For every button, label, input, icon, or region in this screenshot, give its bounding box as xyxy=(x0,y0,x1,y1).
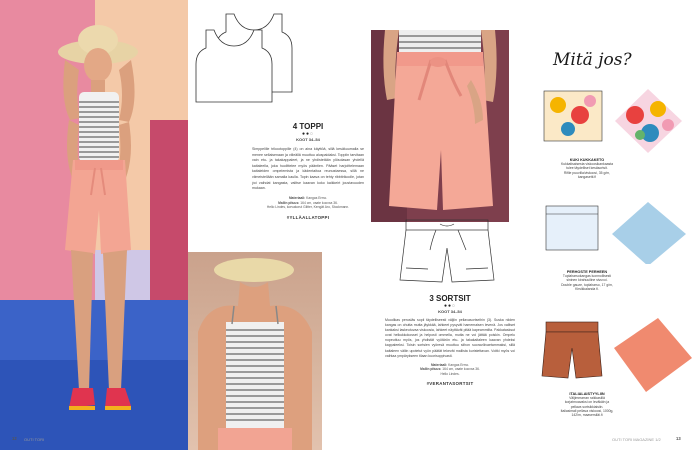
right-page-number: 13 xyxy=(676,436,681,441)
sortsit-hashtag: #VERANTASORTSIT xyxy=(426,380,474,386)
left-footer: OUTI TORI xyxy=(24,437,45,442)
sidebar-item-3-label: ITALIALAISTYYLIIN Väljimmarran raikkasillä korjatmoavaksi on leväkäin ja pellava sortsikkiaisiin. Italiasimali pellava viskoosi, 1000g, 142/m, maaversiläi.fi xyxy=(560,392,614,418)
sidebar-item-2-label: PERHOSTE PERHEEN Tuplaharsokangas luonnollisesti sininen kirahuuiline sivuvoi. Double gauze, tuplaharso, 17 g/m, Kirsikkalanda fi. xyxy=(561,270,613,291)
toppi-title: 4 TOPPI xyxy=(292,122,324,131)
toppi-hashtag: #YLLÄALLATOPPI xyxy=(286,215,330,221)
difficulty-dots: ●●◌ xyxy=(301,131,314,137)
hero-photo xyxy=(0,0,188,450)
floral-swatch-group xyxy=(540,85,690,157)
right-footer: OUTI TORI MAGAZINE 1/2 xyxy=(612,437,661,442)
sidebar-heading: Mitä jos? xyxy=(553,50,632,70)
left-page-number: 12 xyxy=(12,436,17,441)
toppi-meta: Materiaali: Kangas Ermo. Mallin pituus: 164 cm, vaate kooxxa 36. Hello Lindes, korvakorut Glitter, Kengät Aro, Stockmann. xyxy=(266,195,350,210)
model-figure xyxy=(35,10,165,440)
difficulty-dots: ●●◌ xyxy=(443,303,456,309)
shorts-photo xyxy=(371,30,509,222)
top-flat-sketch xyxy=(188,0,322,105)
back-detail-photo xyxy=(188,252,322,450)
toppi-body: Simppelille trikootoppille (4) on aina käyttöä, sillä kesäkuumalla se menee sellaisenaan ja viileällä muuttuu aluspaidaksi. Toppiin tarvitaan vain etu- ja takakappaleet, ja ne yhdistetään ylösolasan yhdellä kaitaleella, joka huolittelee myös pääntien. Pääset harjoittelemaan kaitaleiden ompelemista ja kädentaitoa reunustaessa, sillä ne viimeistellään samalla kaulla. Topin kaava on tehty ribbitrikoolle, jotan ýoi vaihdat kangasta, valitse kaavan koko kaikkeirt joustavuuden mukaan. xyxy=(252,147,364,191)
toppi-sizes: KOOT 34–54 xyxy=(296,137,320,142)
shorts-flat-sketch xyxy=(396,214,498,292)
sortsit-body: Muodikas perusläs sopii täydelliseesti väljiin pellavasortseihin (3). Suska niiden kangas on ohutta mutta jäykkää, lahkeet pysyvät hamemaisen levenä. Jos valitset kankaksi laskeutuvaa viskoosia, lahkeet näyttävät pitää kapeammilta. Pakkatasksut ovat helkukkokosset ja helposti ommella, mutta ne voi jättää poiskin. Ompelu nopeuttuu myös, jos yhdistät vyötärön etu- ja takakaitaleen kaavan yhdeksi kappaleeksi. Toisin sortsien vyöresä muuttuu siihon suoravölvaetammaksi, sillä kaitaleen väliin upotetut vyön päätät tekevät mallista kuristettavan. Voitki myös voi vaihtaa ympärykseen tilaan kuorisoppivasti. xyxy=(385,318,515,358)
sidebar-item-1-label: KUKI KUKKAKETO Kukkatisaisesta viskoosikankaasta tulee täydelliset kesäsortsit. Riflle puuvilla/viskoosi, 35 g/m, kangasetti.fi xyxy=(560,158,613,179)
rust-swatch-group xyxy=(540,318,692,392)
blue-swatch-group xyxy=(540,202,690,264)
toppi-section xyxy=(252,122,364,220)
sortsit-sizes: KOOT 34–54 xyxy=(438,309,462,314)
sortsit-meta: Materiaali: Kangas Ermo. Mallin pituus: 164 cm, vaate kooxxa 36. Hello Lindes. xyxy=(420,362,480,376)
sortsit-section xyxy=(385,294,515,386)
sortsit-title: 3 SORTSIT xyxy=(429,294,471,303)
